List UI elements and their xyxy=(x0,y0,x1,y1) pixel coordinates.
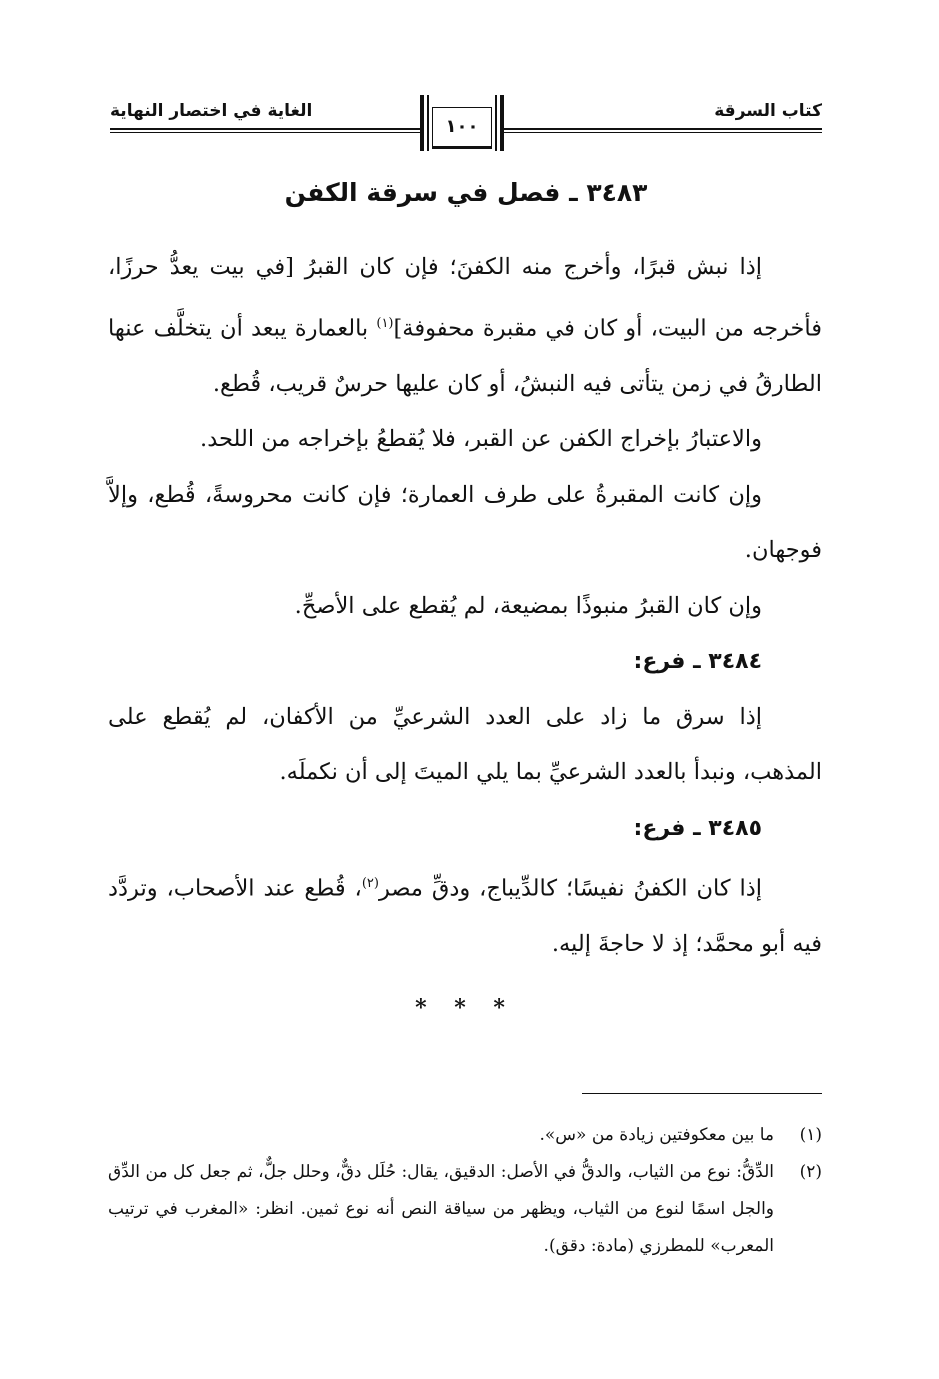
book-title: الغاية في اختصار النهاية xyxy=(110,101,313,121)
footnote-rule xyxy=(582,1093,822,1094)
branch-heading-2: ٣٤٨٥ ـ فرع: xyxy=(633,815,762,841)
main-text xyxy=(108,240,822,1036)
page-number: ١٠٠ xyxy=(432,107,492,149)
page-header xyxy=(110,95,822,155)
footnote-2 xyxy=(108,1154,822,1265)
footnote-1 xyxy=(108,1117,822,1154)
paragraph-3: وإن كانت المقبرةُ على طرف العمارة؛ فإن كانت محروسةً، قُطع، وإلاَّ فوجهان. xyxy=(108,481,822,563)
footnote-number: (٢) xyxy=(799,1162,822,1182)
branch-paragraph-2: إذا كان الكفنُ نفيسًا؛ كالدِّيباج، ودقِّ مصر$^{(٢)}$، قُطع عند الأصحاب، وتردَّد فيه أبو محمَّد؛ إذ لا حاجةَ إليه. xyxy=(108,875,822,957)
footnotes xyxy=(108,1117,822,1265)
footnote-ref-1: (١) xyxy=(376,315,394,331)
section-separator: * * * xyxy=(415,994,515,1021)
section-title: ٣٤٨٣ ـ فصل في سرقة الكفن xyxy=(284,178,648,207)
branch-heading-1: ٣٤٨٤ ـ فرع: xyxy=(633,649,762,674)
branch-paragraph-1: إذا سرق ما زاد على العدد الشرعيِّ من الأكفان، لم يُقطع على المذهب، ونبدأ بالعدد الشرعيِّ بما يلي الميتَ إلى أن نكملَه. xyxy=(108,703,822,785)
paragraph-1: إذا نبش قبرًا، وأخرج منه الكفنَ؛ فإن كان القبرُ [في بيت يعدُّ حرزًا، فأخرجه من البيت، أو كان في مقبرة محفوفة]$^{(١)}$ بالعمارة يبعد أن يتخلَّف عنها الطارقُ في زمن يتأتى فيه النبشُ، أو كان عليها حرسٌ قريب، قُطع. xyxy=(108,254,823,397)
page-number-frame xyxy=(420,95,504,151)
footnote-ref-2: (٢) xyxy=(361,876,379,891)
footnote-number: (١) xyxy=(799,1125,822,1145)
paragraph-4: وإن كان القبرُ منبوذًا بمضيعة، لم يُقطع على الأصحِّ. xyxy=(294,592,762,619)
footnote-text: ما بين معكوفتين زيادة من «س». xyxy=(539,1125,774,1145)
chapter-title: كتاب السرقة xyxy=(714,101,822,121)
paragraph-2: والاعتبارُ بإخراج الكفن عن القبر، فلا يُقطعُ بإخراجه من اللحد. xyxy=(200,426,762,452)
footnote-text: الدِّقُّ: نوع من الثياب، والدقُّ في الأصل: الدقيق، يقال: حُلَل دقٌّ، وحلل جلٌّ، ثم جعل كل من الدِّق والجل اسمًا لنوع من الثياب، ويظهر من سياقة النص أنه نوع ثمين. انظر: «المغرب في ترتيب المعرب» للمطرزي (مادة: دقق). xyxy=(108,1162,774,1256)
